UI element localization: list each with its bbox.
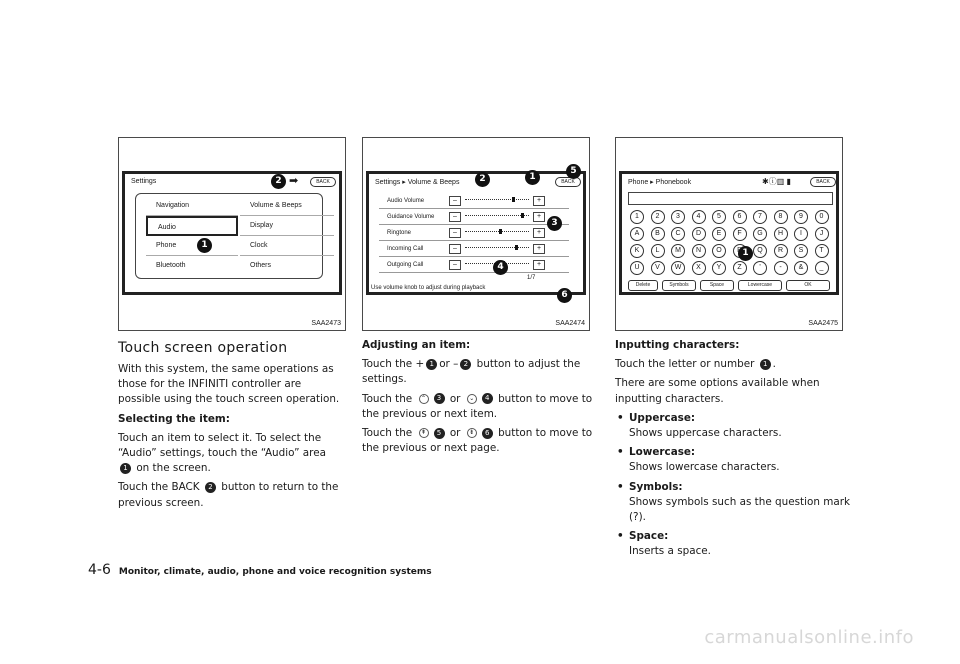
- function-key: Space: [700, 280, 734, 291]
- screen-title: Settings: [131, 178, 157, 185]
- plus-button: +: [533, 212, 545, 222]
- key-button: L: [651, 244, 665, 258]
- option-desc: Inserts a space.: [629, 545, 711, 558]
- volume-level-marker: [515, 245, 518, 250]
- minus-button: –: [449, 260, 461, 270]
- option-desc: Shows symbols such as the question mark (?).: [629, 495, 851, 524]
- key-button: N: [692, 244, 706, 258]
- select-paragraph: Touch an item to select it. To select the “Audio” settings, touch the “Audio” area 1 on the screen.: [118, 431, 326, 475]
- menu-item-others: Others: [250, 262, 272, 269]
- page-indicator: 1/7: [527, 275, 536, 281]
- volume-row-label: Incoming Call: [387, 246, 424, 252]
- figure-code: SAA2474: [555, 320, 585, 327]
- callout-4: 4: [493, 260, 508, 275]
- function-key: OK: [786, 280, 830, 291]
- option-desc: Shows uppercase characters.: [629, 427, 782, 440]
- function-key: Symbols: [662, 280, 696, 291]
- key-button: Q: [753, 244, 767, 258]
- key-button: 4: [692, 210, 706, 224]
- arrow-icon: ➡: [289, 175, 299, 187]
- callout-1: 1: [525, 170, 540, 185]
- figure-code: SAA2473: [311, 320, 341, 327]
- screen-phonebook: [619, 171, 839, 295]
- scroll-up-icon: ⌃: [419, 394, 429, 404]
- callout-ref-6: 6: [482, 428, 493, 439]
- volume-bar: [465, 199, 529, 202]
- input-paragraph: Touch the letter or number 1 .: [615, 358, 776, 371]
- watermark: carmanualsonline.info: [704, 627, 914, 648]
- key-button: E: [712, 227, 726, 241]
- key-button: 5: [712, 210, 726, 224]
- minus-button: –: [449, 228, 461, 238]
- option-label: • Space:: [615, 529, 855, 544]
- volume-bar: [465, 231, 529, 234]
- subheading-input: Inputting characters:: [615, 339, 740, 351]
- plus-button: +: [533, 260, 545, 270]
- key-button: 1: [630, 210, 644, 224]
- volume-row: [379, 210, 569, 225]
- page-down-icon: ⇟: [467, 428, 477, 438]
- key-button: W: [671, 261, 685, 275]
- key-button: J: [815, 227, 829, 241]
- text-column-2: [362, 338, 598, 460]
- screen-title: Settings ▸ Volume & Beeps: [375, 179, 460, 186]
- intro-paragraph: With this system, the same operations as those for the INFINITI controller are possible using the touch screen operation.: [118, 363, 340, 406]
- key-button: 7: [753, 210, 767, 224]
- option-label: • Symbols:: [615, 480, 855, 495]
- option-label: • Lowercase:: [615, 445, 855, 460]
- volume-bar: [465, 247, 529, 250]
- key-button: G: [753, 227, 767, 241]
- key-button: C: [671, 227, 685, 241]
- back-paragraph: Touch the BACK 2 button to return to the previous screen.: [118, 481, 339, 509]
- plus-button: +: [533, 244, 545, 254]
- plus-button: +: [533, 196, 545, 206]
- volume-row: [379, 194, 569, 209]
- key-button: X: [692, 261, 706, 275]
- function-key: Delete: [628, 280, 658, 291]
- key-button: O: [712, 244, 726, 258]
- text-column-1: [118, 362, 346, 515]
- volume-row: [379, 226, 569, 241]
- key-button: D: [692, 227, 706, 241]
- menu-item-clock: Clock: [240, 236, 334, 256]
- callout-ref-1: 1: [426, 359, 437, 370]
- volume-bar: [465, 215, 529, 218]
- volume-row-label: Outgoing Call: [387, 262, 424, 268]
- key-button: 8: [774, 210, 788, 224]
- settings-menu: [135, 193, 323, 279]
- page-number: 4-6: [88, 562, 111, 578]
- item-paragraph: Touch the ⌃ 3 or ⌄ 4 button to move to the previous or next item.: [362, 392, 593, 420]
- key-button: -: [774, 261, 788, 275]
- back-button: BACK: [810, 177, 836, 187]
- volume-row: [379, 242, 569, 257]
- section-heading: Touch screen operation: [118, 340, 288, 356]
- callout-ref-1: 1: [760, 359, 771, 370]
- callout-ref-3: 3: [434, 393, 445, 404]
- figure-code: SAA2475: [808, 320, 838, 327]
- callout-5: 5: [566, 164, 581, 179]
- key-button: F: [733, 227, 747, 241]
- subheading-adjust: Adjusting an item:: [362, 339, 471, 351]
- key-button: &: [794, 261, 808, 275]
- column-1: [118, 137, 346, 331]
- callout-ref-2: 2: [460, 359, 471, 370]
- volume-row: [379, 258, 569, 273]
- callout-1: 1: [738, 246, 753, 261]
- option-desc: Shows lowercase characters.: [629, 461, 780, 474]
- minus-button: –: [449, 212, 461, 222]
- back-button: BACK: [555, 177, 581, 187]
- plus-button: +: [533, 228, 545, 238]
- hint-text: Use volume knob to adjust during playback: [371, 285, 486, 291]
- figure-volume-beeps: [362, 137, 590, 331]
- key-button: _: [815, 261, 829, 275]
- minus-button: –: [449, 196, 461, 206]
- volume-row-label: Guidance Volume: [387, 214, 435, 220]
- key-button: K: [630, 244, 644, 258]
- callout-ref-1: 1: [120, 463, 131, 474]
- scroll-down-icon: ⌄: [467, 394, 477, 404]
- volume-level-marker: [521, 213, 524, 218]
- minus-button: –: [449, 244, 461, 254]
- adjust-paragraph: Touch the + 1 or – 2 button to adjust the settings.: [362, 358, 581, 386]
- callout-3: 3: [547, 216, 562, 231]
- menu-item-bluetooth: Bluetooth: [156, 262, 186, 269]
- back-button: BACK: [310, 177, 336, 187]
- key-button: 0: [815, 210, 829, 224]
- key-button: M: [671, 244, 685, 258]
- column-2: [362, 137, 590, 331]
- menu-item-phone: Phone: [146, 236, 238, 256]
- section-title: Monitor, climate, audio, phone and voice recognition systems: [118, 567, 432, 577]
- key-button: S: [794, 244, 808, 258]
- input-field: [628, 192, 833, 205]
- figure-phonebook: [615, 137, 843, 331]
- key-button: V: [651, 261, 665, 275]
- key-button: 3: [671, 210, 685, 224]
- volume-row-label: Audio Volume: [387, 198, 425, 204]
- screen-settings: [122, 171, 342, 295]
- function-key: Lowercase: [738, 280, 782, 291]
- callout-ref-4: 4: [482, 393, 493, 404]
- volume-level-marker: [499, 229, 502, 234]
- callout-ref-5: 5: [434, 428, 445, 439]
- menu-item-navigation: Navigation: [146, 196, 238, 216]
- key-button: U: [630, 261, 644, 275]
- callout-2: 2: [271, 174, 286, 189]
- key-button: Z: [733, 261, 747, 275]
- option-label: • Uppercase:: [615, 411, 855, 426]
- key-button: Y: [712, 261, 726, 275]
- key-button: R: [774, 244, 788, 258]
- menu-item-audio: Audio: [146, 216, 238, 236]
- column-3: [615, 137, 843, 331]
- callout-1: 1: [197, 238, 212, 253]
- options-paragraph: There are some options available when inputting characters.: [615, 377, 820, 405]
- menu-item-volume-beeps: Volume & Beeps: [240, 196, 334, 216]
- subheading-select: Selecting the item:: [118, 412, 230, 425]
- key-button: 6: [733, 210, 747, 224]
- figure-settings-menu: [118, 137, 346, 331]
- callout-6: 6: [557, 288, 572, 303]
- key-button: I: [794, 227, 808, 241]
- screen-title: Phone ▸ Phonebook: [628, 179, 692, 186]
- status-icons: ✱ⓘ▥ ▮: [762, 177, 791, 186]
- menu-item-display: Display: [240, 216, 334, 236]
- key-button: 9: [794, 210, 808, 224]
- page-up-icon: ⇞: [419, 428, 429, 438]
- screen-volume: [366, 166, 586, 300]
- text-column-3: [615, 338, 855, 564]
- key-button: B: [651, 227, 665, 241]
- callout-ref-2: 2: [205, 482, 216, 493]
- page-footer: [88, 562, 432, 578]
- key-button: A: [630, 227, 644, 241]
- key-button: 2: [651, 210, 665, 224]
- callout-2: 2: [475, 172, 490, 187]
- key-button: H: [774, 227, 788, 241]
- volume-level-marker: [512, 197, 515, 202]
- key-button: ': [753, 261, 767, 275]
- volume-row-label: Ringtone: [387, 230, 412, 236]
- page-paragraph: Touch the ⇞ 5 or ⇟ 6 button to move to the previous or next page.: [362, 427, 593, 455]
- key-button: T: [815, 244, 829, 258]
